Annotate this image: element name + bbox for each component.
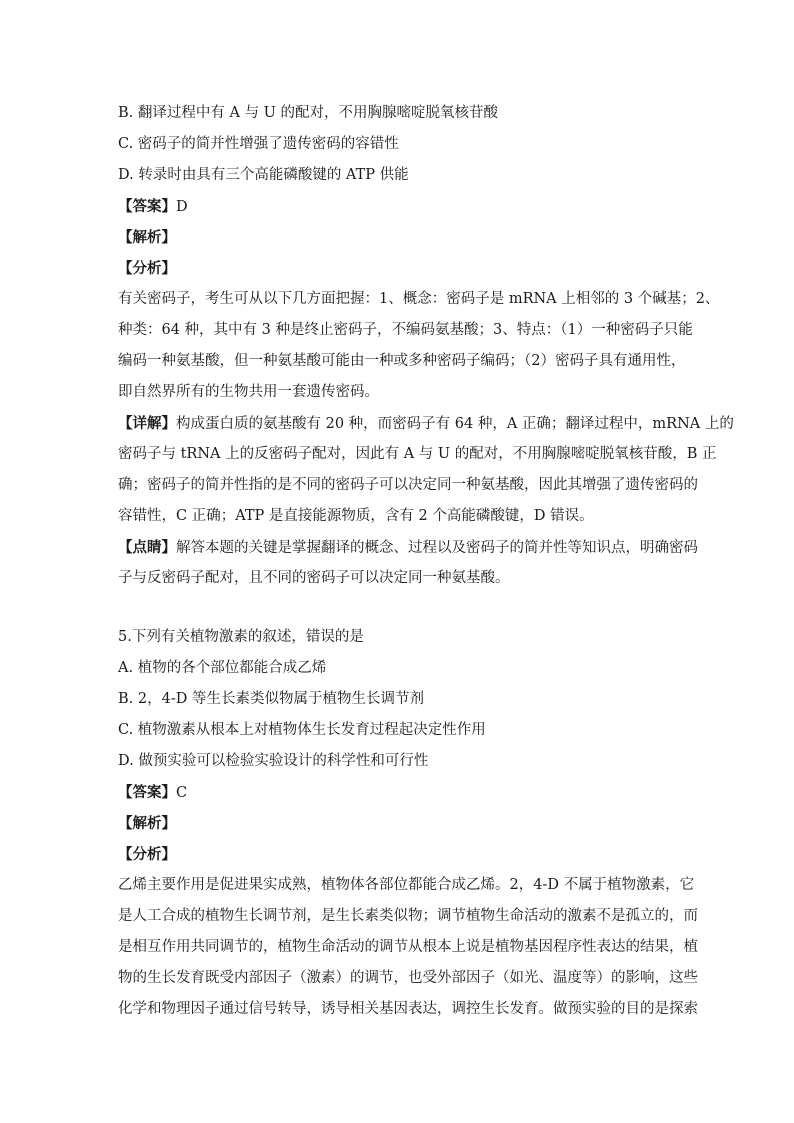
- q4-answer: [118, 191, 678, 222]
- question-4-section: [118, 98, 734, 594]
- q4-dianjing: [118, 532, 698, 594]
- q4-jiexi-label: 【解析】: [118, 229, 176, 246]
- answer-value: D: [176, 199, 188, 215]
- q4-option-b: B. 翻译过程中有 A 与 U 的配对，不用胸腺嘧啶脱氧核苷酸: [118, 105, 498, 121]
- q4-analysis: [118, 284, 720, 408]
- document-page: [118, 98, 734, 1025]
- q5-option-c: C. 植物激素从根本上对植物体生长发育过程起决定性作用: [118, 722, 486, 738]
- answer-label: 【答案】: [118, 198, 176, 215]
- analysis-line: 是人工合成的植物生长调节剂，是生长素类似物；调节植物生命活动的激素不是孤立的，而: [118, 908, 698, 924]
- analysis-line: 是相互作用共同调节的，植物生命活动的调节从根本上说是植物基因程序性表达的结果，植: [118, 939, 698, 955]
- q4-option-d: D. 转录时由具有三个高能磷酸键的 ATP 供能: [118, 167, 409, 183]
- q4-fenxi-label: 【分析】: [118, 260, 176, 277]
- section-gap: [118, 594, 678, 622]
- analysis-line: 编码一种氨基酸，但一种氨基酸可能由一种或多种密码子编码；（2）密码子具有通用性，: [118, 353, 686, 369]
- q5-option-d: D. 做预实验可以检验实验设计的科学性和可行性: [118, 753, 429, 769]
- analysis-line: 化学和物理因子通过信号转导，诱导相关基因表达，调控生长发育。做预实验的目的是探索: [118, 1001, 698, 1017]
- detail-text: 构成蛋白质的氨基酸有 20 种，而密码子有 64 种，A 正确；翻译过程中，mRNA 上的: [176, 416, 734, 432]
- answer-value: C: [176, 785, 188, 801]
- dianjing-text: 解答本题的关键是掌握翻译的概念、过程以及密码子的简并性等知识点，明确密码: [176, 540, 698, 556]
- q5-fenxi-label: 【分析】: [118, 846, 176, 863]
- q4-option-c: C. 密码子的简并性增强了遗传密码的容错性: [118, 136, 399, 152]
- dianjing-label: 【点睛】: [118, 539, 176, 556]
- q5-option-a: A. 植物的各个部位都能合成乙烯: [118, 660, 327, 676]
- analysis-line: 即自然界所有的生物共用一套遗传密码。: [118, 384, 379, 400]
- dianjing-line: [118, 532, 698, 563]
- detail-label: 【详解】: [118, 415, 176, 432]
- q4-detail: [118, 408, 734, 532]
- analysis-line: 有关密码子，考生可从以下几方面把握：1、概念：密码子是 mRNA 上相邻的 3 个碱基；2、: [118, 291, 720, 307]
- q5-analysis: [118, 870, 698, 1025]
- q5-jiexi-label: 【解析】: [118, 815, 176, 832]
- detail-line: 密码子与 tRNA 上的反密码子配对，因此有 A 与 U 的配对，不用胸腺嘧啶脱氧核苷酸，B 正: [118, 446, 717, 462]
- answer-label: 【答案】: [118, 784, 176, 801]
- analysis-line: 种类：64 种，其中有 3 种是终止密码子，不编码氨基酸；3、特点：（1）一种密码子只能: [118, 322, 693, 338]
- analysis-line: 物的生长发育既受内部因子（激素）的调节，也受外部因子（如光、温度等）的影响，这些: [118, 970, 698, 986]
- question-5-section: [118, 622, 698, 1025]
- detail-line: [118, 408, 734, 439]
- detail-line: 容错性，C 正确；ATP 是直接能源物质，含有 2 个高能磷酸键，D 错误。: [118, 508, 594, 524]
- analysis-line: 乙烯主要作用是促进果实成熟，植物体各部位都能合成乙烯。2，4-D 不属于植物激素，它: [118, 877, 695, 893]
- q5-stem: 5.下列有关植物激素的叙述，错误的是: [118, 629, 364, 645]
- detail-line: 确；密码子的简并性指的是不同的密码子可以决定同一种氨基酸，因此其增强了遗传密码的: [118, 477, 698, 493]
- q5-option-b: B. 2，4-D 等生长素类似物属于植物生长调节剂: [118, 691, 424, 707]
- q5-answer: [118, 777, 678, 808]
- dianjing-line: 子与反密码子配对，且不同的密码子可以决定同一种氨基酸。: [118, 570, 510, 586]
